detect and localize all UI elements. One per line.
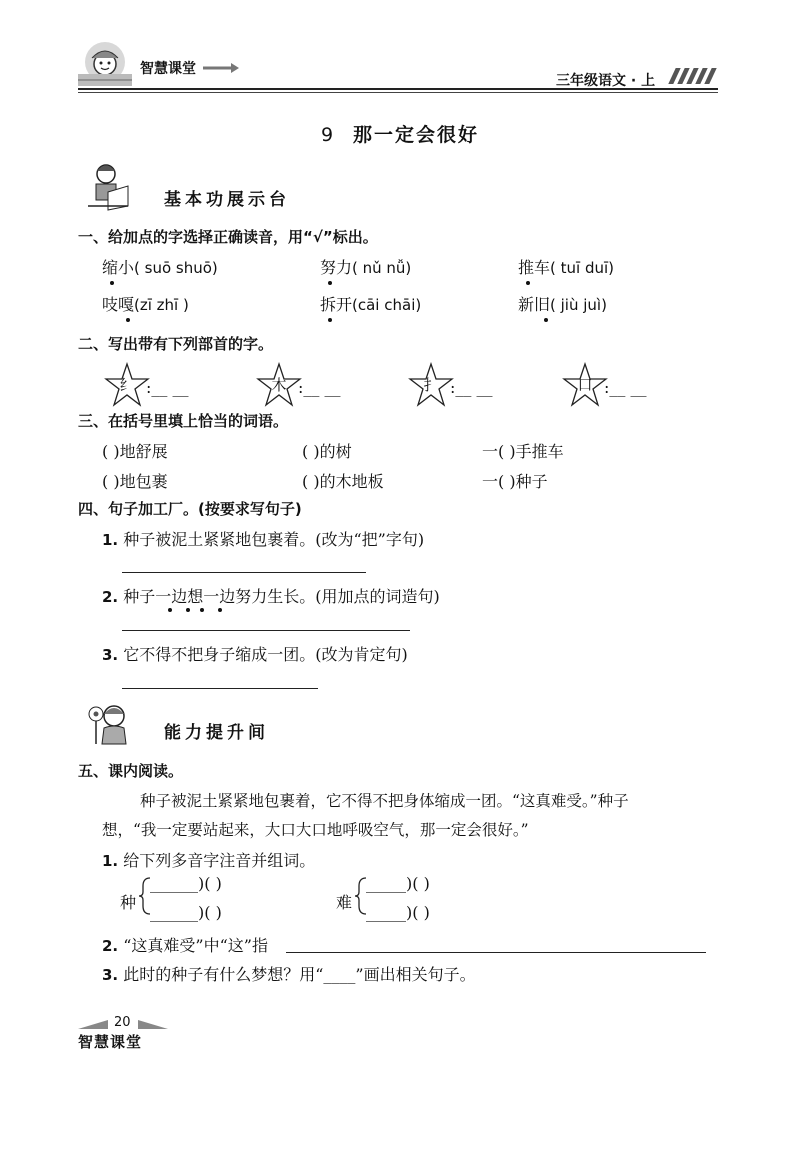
q1-item-3 bbox=[518, 255, 614, 278]
q1-options[interactable]: (zī zhī ) bbox=[134, 296, 189, 314]
q1-word: 推车 bbox=[518, 258, 551, 277]
q3-blank[interactable]: 一( )手推车 bbox=[482, 442, 564, 461]
q1-options[interactable]: ( tuī duī) bbox=[550, 259, 615, 277]
q2-label: 二、写出带有下列部首的字。 bbox=[78, 335, 274, 353]
radical: 木 bbox=[271, 376, 287, 394]
q1-word: 拆开 bbox=[320, 295, 353, 314]
radical: 扌 bbox=[423, 376, 439, 394]
q1-options[interactable]: ( nǔ nǚ) bbox=[352, 259, 412, 277]
q1-item-2 bbox=[320, 255, 411, 278]
radical-blank[interactable]: :__ __ bbox=[146, 378, 189, 397]
passage-line-2: 想，“我一定要站起来，大口大口地呼吸空气，那一定会很好。” bbox=[102, 821, 529, 839]
q1-label: 一、给加点的字选择正确读音，用“√”标出。 bbox=[78, 228, 378, 246]
q5-num: 1. bbox=[102, 852, 119, 870]
lesson-title-text: 那一定会很好 bbox=[353, 124, 480, 146]
poly-blank[interactable]: ______)( ) bbox=[150, 874, 222, 893]
lesson-number: 9 bbox=[320, 124, 336, 146]
poly-blank[interactable]: ______)( ) bbox=[150, 903, 222, 922]
radical-blank[interactable]: :__ __ bbox=[298, 378, 341, 397]
q1-options[interactable]: ( suō shuō) bbox=[134, 259, 218, 277]
page-number: 20 bbox=[114, 1015, 131, 1030]
q5-label: 五、课内阅读。 bbox=[78, 762, 184, 780]
q3-blank[interactable]: ( )地包裹 bbox=[102, 472, 168, 491]
q4-item-3 bbox=[102, 642, 408, 665]
answer-line[interactable] bbox=[286, 952, 706, 953]
q3-blank[interactable]: ( )地舒展 bbox=[102, 442, 168, 461]
student-reading-icon bbox=[84, 162, 130, 212]
header-grade: 三年级语文 · 上 bbox=[556, 73, 656, 89]
q5-sub-3 bbox=[102, 962, 476, 985]
poly-char: 种 bbox=[120, 893, 137, 912]
poly-blank[interactable]: _____)( ) bbox=[366, 903, 430, 922]
q1-options[interactable]: ( jiù juì) bbox=[550, 296, 607, 314]
poly-char: 难 bbox=[336, 893, 353, 912]
answer-line[interactable] bbox=[122, 630, 410, 631]
q1-word: 努力 bbox=[320, 258, 353, 277]
header-stripes bbox=[672, 68, 717, 88]
q5-sub-1 bbox=[102, 848, 315, 871]
q1-word: 吱嘎 bbox=[102, 295, 135, 314]
q4-label: 四、句子加工厂。(按要求写句子) bbox=[78, 500, 302, 518]
radical: 纟 bbox=[119, 376, 135, 394]
arrow-icon bbox=[201, 61, 241, 75]
q4-num: 1. bbox=[102, 531, 119, 549]
passage-line-1: 种子被泥土紧紧地包裹着，它不得不把身体缩成一团。“这真难受。”种子 bbox=[140, 792, 629, 810]
section-basic-title: 基本功展示台 bbox=[164, 190, 290, 210]
q4-text: 种子一边想一边努力生长。(用加点的词造句) bbox=[123, 587, 440, 606]
q1-item-4 bbox=[102, 292, 189, 315]
lesson-title bbox=[0, 120, 800, 147]
q1-options[interactable]: (cāi chāi) bbox=[352, 296, 422, 314]
q4-text: 种子被泥土紧紧地包裹着。(改为“把”字句) bbox=[123, 530, 425, 549]
q1-word: 新旧 bbox=[518, 295, 551, 314]
section-ability-title: 能力提升间 bbox=[164, 723, 269, 743]
q1-item-5 bbox=[320, 292, 421, 315]
q4-text: 它不得不把身子缩成一团。(改为肯定句) bbox=[123, 645, 408, 664]
q4-item-2 bbox=[102, 584, 440, 607]
radical: 口 bbox=[577, 376, 593, 394]
header-rule-thin bbox=[78, 92, 718, 93]
q5-num: 3. bbox=[102, 966, 119, 984]
q5-text: 给下列多音字注音并组词。 bbox=[123, 851, 316, 870]
q1-item-1 bbox=[102, 255, 218, 278]
q1-item-6 bbox=[518, 292, 607, 315]
girl-flower-icon bbox=[84, 700, 130, 750]
q3-blank[interactable]: ( )的木地板 bbox=[302, 472, 384, 491]
q5-text: “这真难受”中“这”指 bbox=[123, 936, 268, 955]
q4-num: 2. bbox=[102, 588, 119, 606]
answer-line[interactable] bbox=[122, 688, 318, 689]
q5-sub-2 bbox=[102, 933, 268, 956]
q3-blank[interactable]: 一( )种子 bbox=[482, 472, 548, 491]
poly-blank[interactable]: _____)( ) bbox=[366, 874, 430, 893]
footer-brand: 智慧课堂 bbox=[78, 1033, 143, 1051]
radical-blank[interactable]: :__ __ bbox=[604, 378, 647, 397]
radical-blank[interactable]: :__ __ bbox=[450, 378, 493, 397]
header-rule bbox=[78, 88, 718, 90]
mascot-icon bbox=[72, 40, 138, 90]
q5-num: 2. bbox=[102, 937, 119, 955]
answer-line[interactable] bbox=[122, 572, 366, 573]
q4-num: 3. bbox=[102, 646, 119, 664]
q3-blank[interactable]: ( )的树 bbox=[302, 442, 352, 461]
q5-text: 此时的种子有什么梦想？用“____”画出相关句子。 bbox=[123, 965, 476, 984]
header-brand: 智慧课堂 bbox=[140, 61, 196, 77]
q3-label: 三、在括号里填上恰当的词语。 bbox=[78, 412, 289, 430]
q4-item-1 bbox=[102, 527, 424, 550]
q1-word: 缩小 bbox=[102, 258, 135, 277]
